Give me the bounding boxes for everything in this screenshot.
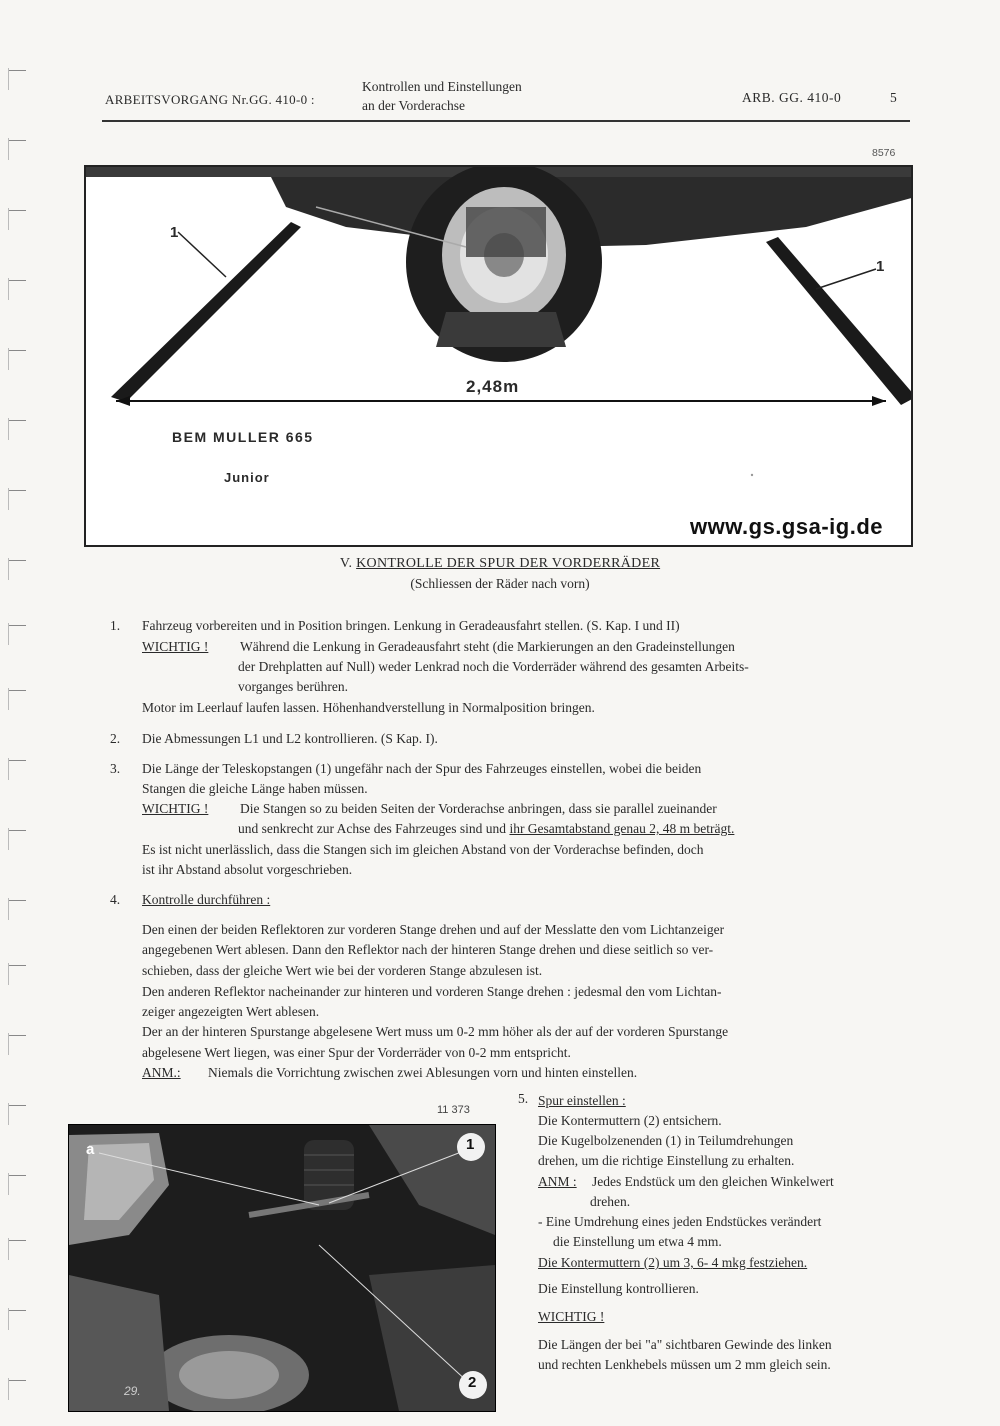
step-5-bullet-line2: die Einstellung um etwa 4 mm. [553, 1234, 722, 1249]
callout-rod-right: 1 [876, 258, 885, 275]
step-1-wichtig-line3: vorganges berühren. [238, 679, 348, 694]
step-4-line6: Der an der hinteren Spurstange abgelesene Wert muss um 0-2 mm höher als der auf der vorderen Spurstange [142, 1024, 729, 1039]
step-3-wichtig-line2a: und senkrecht zur Achse des Fahrzeuges sind und [238, 821, 507, 836]
step-4-line4: Den anderen Reflektor nacheinander zur hinteren und vorderen Stange drehen : jedesmal den vom Lichtan- [142, 984, 722, 999]
figure-steering-linkage-drawing [69, 1125, 495, 1411]
figure-track-gauge-drawing [86, 167, 913, 547]
step-4-number: 4. [110, 892, 121, 907]
step-5-number: 5. [518, 1091, 529, 1106]
step-5-anm-line1: Jedes Endstück um den gleichen Winkelwert [592, 1174, 834, 1189]
step-5-tighten: Die Kontermuttern (2) um 3, 6- 4 mkg festziehen. [538, 1255, 808, 1270]
step-3-number: 3. [110, 761, 121, 776]
figure-track-gauge [84, 165, 913, 547]
step-2-line1: Die Abmessungen L1 und L2 kontrollieren. (S Kap. I). [142, 731, 438, 746]
step-1-wichtig: WICHTIG ! [142, 639, 209, 654]
figure-label-a: a [86, 1141, 95, 1158]
distance-label: 2,48m [466, 377, 520, 396]
header-title [362, 77, 522, 115]
step-5-bullet-line1: - Eine Umdrehung eines jeden Endstückes verändert [538, 1214, 822, 1229]
step-4-line5: zeiger angezeigten Wert ablesen. [142, 1004, 320, 1019]
step-5-line1: Die Kontermuttern (2) entsichern. [538, 1113, 722, 1128]
header-procedure-number: ARBEITSVORGANG Nr.GG. 410-0 : [105, 92, 315, 107]
section-prefix: V. [339, 556, 353, 571]
section-subtitle: (Schliessen der Räder nach vorn) [410, 576, 590, 591]
step-1-line5: Motor im Leerlauf laufen lassen. Höhenhandverstellung in Normalposition bringen. [142, 700, 595, 715]
section-title-text: KONTROLLE DER SPUR DER VORDERRÄDER [356, 556, 661, 571]
step-5-anm: ANM : [538, 1174, 577, 1189]
step-1-wichtig-line2: der Drehplatten auf Null) weder Lenkrad noch die Vorderräder während des gesamten Arbeits- [238, 659, 749, 674]
step-5-check: Die Einstellung kontrollieren. [538, 1281, 699, 1296]
step-3-wichtig-line2b: ihr Gesamtabstand genau 2, 48 m beträgt. [509, 821, 735, 836]
step-4-title: Kontrolle durchführen : [142, 892, 271, 907]
website-watermark: www.gs.gsa-ig.de [690, 514, 883, 539]
step-5-title: Spur einstellen : [538, 1093, 626, 1108]
photo-number-top: 8576 [872, 147, 896, 159]
step-3-line2: Stangen die gleiche Länge haben müssen. [142, 781, 368, 796]
header-title-line2: an der Vorderachse [362, 98, 465, 113]
header-title-line1: Kontrollen und Einstellungen [362, 79, 522, 94]
step-4-line1: Den einen der beiden Reflektoren zur vorderen Stange drehen und auf der Messlatte den vom Lichtanzeiger [142, 922, 725, 937]
step-2-number: 2. [110, 731, 121, 746]
step-4-line7: abgelesene Wert liegen, was einer Spur der Vorderräder von 0-2 mm entspricht. [142, 1045, 571, 1060]
step-5-wichtig: WICHTIG ! [538, 1309, 605, 1324]
step-5-line2: Die Kugelbolzenenden (1) in Teilumdrehungen [538, 1133, 794, 1148]
step-5-anm-line2: drehen. [590, 1194, 631, 1209]
figure-callout-2: 2 [468, 1374, 477, 1391]
step-3-wichtig-line2 [238, 819, 734, 840]
step-4-line3: schieben, dass der gleiche Wert wie bei der vorderen Stange abzulesen ist. [142, 963, 543, 978]
figure-corner-mark: 29. [124, 1384, 141, 1398]
step-4-anm-text: Niemals die Vorrichtung zwischen zwei Ablesungen vorn und hinten einstellen. [208, 1065, 638, 1080]
step-1-wichtig-line1: Während die Lenkung in Geradeausfahrt steht (die Markierungen an den Gradeinstellungen [240, 639, 735, 654]
section-title [0, 556, 1000, 572]
step-3-line6: ist ihr Abstand absolut vorgeschrieben. [142, 862, 353, 877]
step-4-anm: ANM.: [142, 1065, 181, 1080]
step-1-line1: Fahrzeug vorbereiten und in Position bringen. Lenkung in Geradeausfahrt stellen. (S. Kap. I und II) [142, 618, 680, 633]
step-3-line1: Die Länge der Teleskopstangen (1) ungefähr nach der Spur des Fahrzeuges einstellen, wobei die beiden [142, 761, 702, 776]
step-1-number: 1. [110, 618, 121, 633]
step-5-line3: drehen, um die richtige Einstellung zu erhalten. [538, 1153, 795, 1168]
step-3-wichtig-line1: Die Stangen so zu beiden Seiten der Vorderachse anbringen, dass sie parallel zueinander [240, 801, 717, 816]
step-4-line2: angegebenen Wert ablesen. Dann den Reflektor nach der hinteren Stange drehen und diese seitlich so ver- [142, 942, 714, 957]
step-3-wichtig: WICHTIG ! [142, 801, 209, 816]
equipment-model-label: Junior [224, 470, 270, 485]
photo-number-bottom: 11 373 [437, 1104, 470, 1116]
step-5-wichtig-line1: Die Längen der bei "a" sichtbaren Gewinde des linken [538, 1337, 832, 1352]
step-5-wichtig-line2: und rechten Lenkhebels müssen um 2 mm gleich sein. [538, 1357, 831, 1372]
figure-callout-1: 1 [466, 1136, 475, 1153]
step-3-line5: Es ist nicht unerlässlich, dass die Stangen sich im gleichen Abstand von der Vorderachse befinden, doch [142, 842, 704, 857]
page-number: 5 [890, 90, 897, 105]
header-rule [102, 120, 910, 122]
callout-rod-left: 1 [170, 224, 179, 241]
equipment-brand-label: BEM MULLER 665 [172, 429, 314, 445]
header-reference: ARB. GG. 410-0 [742, 90, 842, 105]
figure-steering-linkage [68, 1124, 496, 1412]
